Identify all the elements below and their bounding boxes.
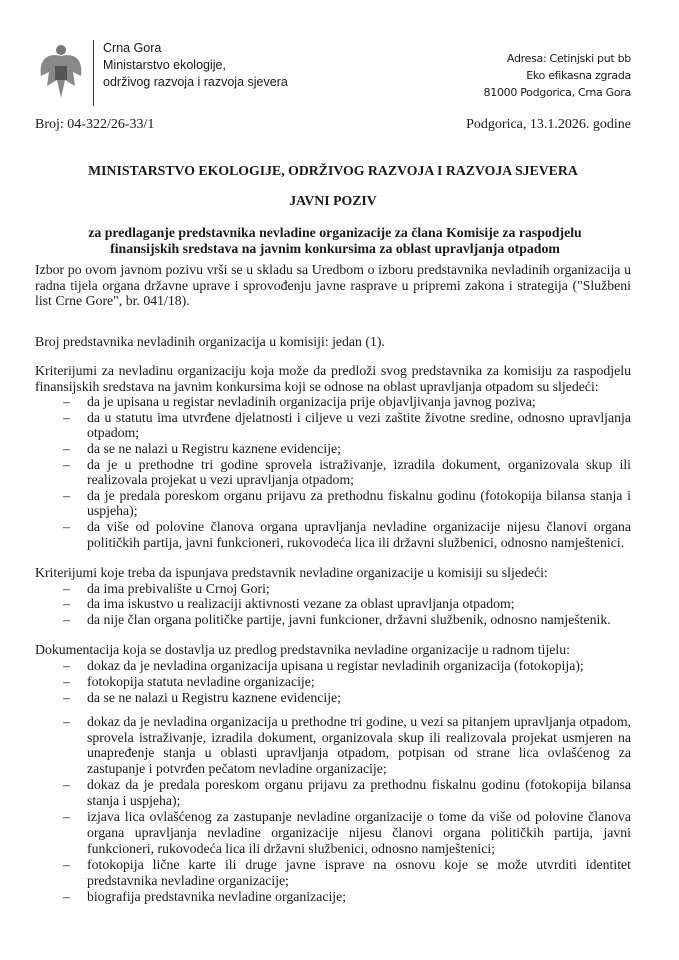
org-line: Ministarstvo ekologije, <box>103 58 226 72</box>
document-number: Broj: 04-322/26-33/1 <box>35 117 155 132</box>
section-lead: Dokumentacija koja se dostavlja uz predlog predstavnika nevladine organizacije u radnom tijelu: <box>35 642 570 657</box>
header-divider <box>93 40 94 106</box>
place-date: Podgorica, 13.1.2026. godine <box>466 117 631 132</box>
section-lead: Kriterijumi koje treba da ispunjava predstavnik nevladine organizacije u komisiji su sljedeći: <box>35 565 548 580</box>
list-item: – biografija predstavnika nevladine organizacije; <box>35 889 631 905</box>
list-item: – dokaz da je nevladina organizacija u prethodne tri godine, u vezi sa pitanjem upravljanja otpadom, sprovela istraživanje, izradila dokument, organizovala skup ili realizovala projekat usmjeren na unapređenje stanja u oblasti upravljanja otpadom, potpisan od strane lica ovlašćenog za zastupanje i potvrđen pečatom nevladine organizacije; <box>35 714 631 778</box>
address-line: Eko efikasna zgrada <box>526 69 631 82</box>
documents-section <box>35 642 631 905</box>
org-criteria-section <box>35 363 631 550</box>
list-item: – da u statutu ima utvrđene djelatnosti i ciljeve u vezi zaštite životne sredine, odnosno upravljanja otpadom; <box>35 410 631 441</box>
list-item: – dokaz da je nevladina organizacija upisana u registar nevladinih organizacija (fotokopija); <box>35 658 631 674</box>
list-item: – da se ne nalazi u Registru kaznene evidencije; <box>35 690 631 706</box>
call-title: JAVNI POZIV <box>289 193 377 208</box>
section-lead: Kriterijumi za nevladinu organizaciju koja može da predloži svog predstavnika za komisiju za raspodjelu finansijskih sredstava na javnim konkursima koji se odnose na oblast upravljanja otpadom su sljedeći: <box>35 363 631 394</box>
list-item: – da ima prebivalište u Crnoj Gori; <box>35 581 631 597</box>
call-purpose: za predlaganje predstavnika nevladine organizacije za člana Komisije za raspodjelu finansijskih sredstava na javnim konkursima za oblast upravljanja otpadom <box>88 225 582 256</box>
list-item: – izjava lica ovlašćenog za zastupanje nevladine organizacije o tome da više od polovine članova organa upravljanja nevladine organizacije nijesu članovi organa političkih partija, javni funkcioneri, rukovodeća lica ili državni službenici, odnosno namještenici; <box>35 809 631 857</box>
org-line: Crna Gora <box>103 41 162 55</box>
intro-paragraph: Izbor po ovom javnom pozivu vrši se u skladu sa Uredbom o izboru predstavnika nevladinih organizacija u radna tijela organa državne uprave i sprovođenju javne rasprave u pripremi zakona i strategija ("Službeni list Crne Gore", br. 041/18). <box>35 262 631 309</box>
list-item: – da nije član organa političke partije, javni funkcioner, državni službenik, odnosno namještenik. <box>35 612 631 628</box>
list-item: – da više od polovine članova organa upravljanja nevladine organizacije nijesu članovi organa političkih partija, javni funkcioneri, rukovodeća lica ili državni službenici, odnosno namještenici. <box>35 519 631 550</box>
address <box>484 50 631 101</box>
member-count: Broj predstavnika nevladinih organizacija u komisiji: jedan (1). <box>35 334 385 349</box>
org-line: održivog razvoja i razvoja sjevera <box>103 75 288 89</box>
coat-of-arms-icon <box>35 42 87 104</box>
rep-criteria-section <box>35 565 631 627</box>
list-item: – fotokopija statuta nevladine organizacije; <box>35 674 631 690</box>
list-item: – da se ne nalazi u Registru kaznene evidencije; <box>35 441 631 457</box>
list-item: – dokaz da je predala poreskom organu prijavu za prethodnu fiskalnu godinu (fotokopija bilansa stanja i uspjeha); <box>35 777 631 809</box>
ministry-name <box>103 40 288 91</box>
address-line: 81000 Podgorica, Crna Gora <box>483 86 631 99</box>
ministry-title: MINISTARSTVO EKOLOGIJE, ODRŽIVOG RAZVOJA I RAZVOJA SJEVERA <box>88 163 578 178</box>
address-line: Adresa: Cetinjski put bb <box>506 52 631 65</box>
list-item: – da je predala poreskom organu prijavu za prethodnu fiskalnu godinu (fotokopija bilansa stanja i uspjeha); <box>35 488 631 519</box>
list-item: – da je u prethodne tri godine sprovela istraživanje, izradila dokument, organizovala skup ili realizovala projekat u vezi upravljanja otpadom; <box>35 457 631 488</box>
list-item: – da ima iskustvo u realizaciji aktivnosti vezane za oblast upravljanja otpadom; <box>35 596 631 612</box>
list-item: – da je upisana u registar nevladinih organizacija prije objavljivanja javnog poziva; <box>35 394 631 410</box>
list-item: – fotokopija lične karte ili druge javne isprave na osnovu koje se može utvrditi identitet predstavnika nevladine organizacije; <box>35 857 631 889</box>
